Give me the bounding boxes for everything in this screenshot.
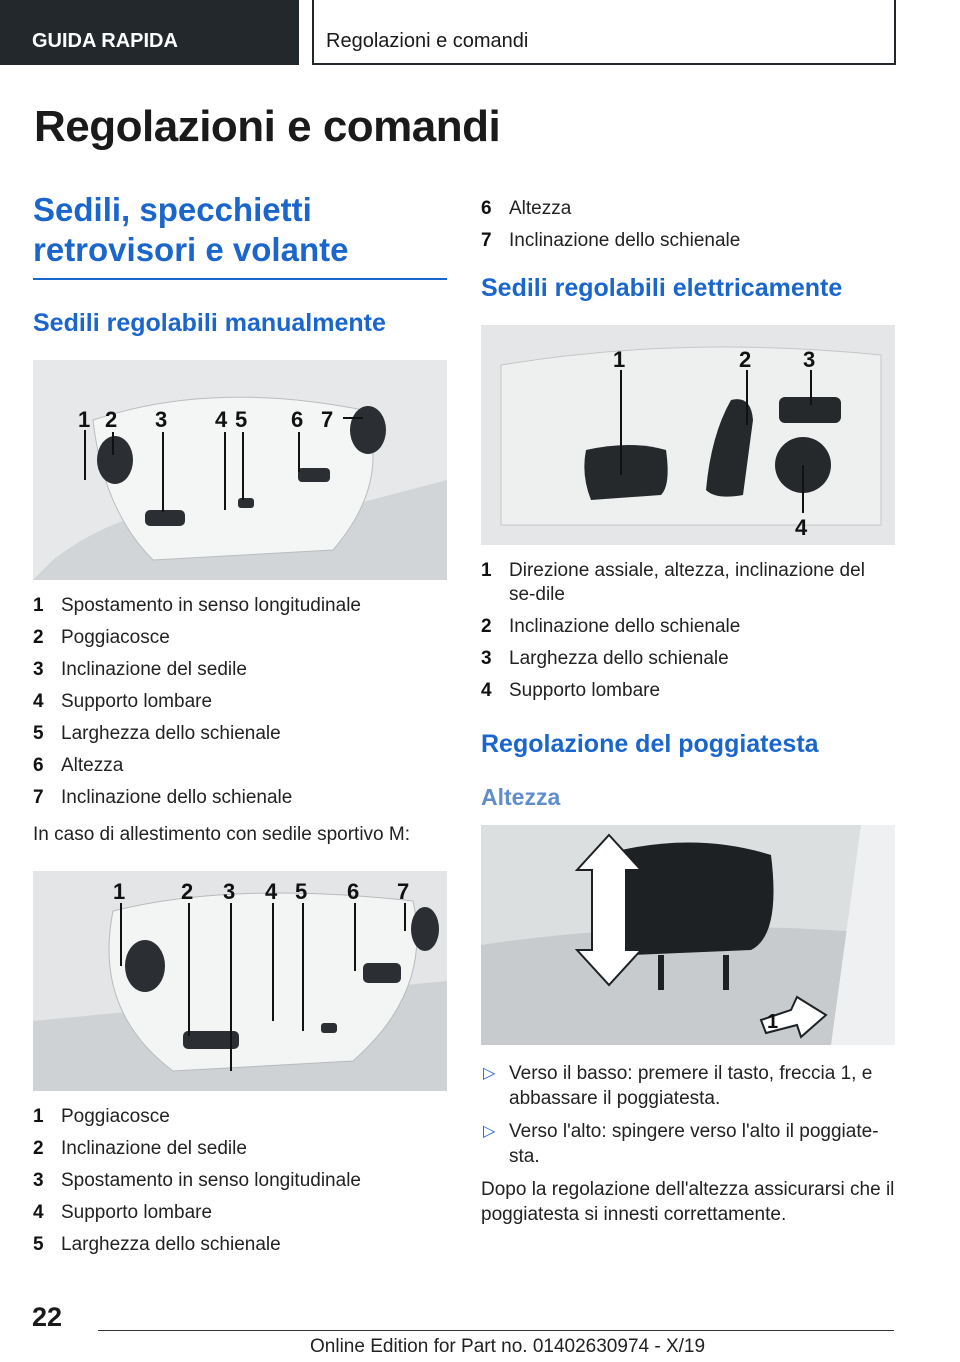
item-text: Inclinazione dello schienale [61, 787, 293, 808]
list-item [481, 229, 895, 253]
item-text: Inclinazione del sedile [61, 659, 247, 680]
list-item [481, 647, 895, 671]
left-column [33, 190, 447, 1265]
manual-seat-label-7: 7 [321, 407, 334, 432]
list-item [481, 1119, 895, 1169]
list-item [481, 679, 895, 703]
sport-seat-label-6: 6 [347, 879, 360, 904]
right-column [481, 197, 895, 1227]
list-item [33, 1201, 447, 1225]
manual-seat-label-6: 6 [291, 407, 304, 432]
item-number: 4 [481, 680, 492, 701]
footer-edition: Online Edition for Part no. 01402630974 - X/19 [310, 1336, 706, 1357]
heading-height: Altezza [481, 784, 561, 810]
electric-seat-label-4: 4 [795, 515, 808, 540]
manual-seat-label-1: 1 [78, 407, 91, 432]
item-number: 3 [33, 1170, 44, 1191]
item-number: 6 [33, 755, 44, 776]
item-text: Supporto lombare [61, 691, 213, 712]
item-text: Larghezza dello schienale [509, 648, 729, 669]
item-number: 1 [33, 595, 44, 616]
item-number: 3 [33, 659, 44, 680]
sport-seat-label-1: 1 [113, 879, 126, 904]
list-item [481, 559, 895, 607]
list-item [33, 1169, 447, 1193]
item-text: Inclinazione dello schienale [509, 616, 741, 637]
item-number: 1 [33, 1106, 44, 1127]
sport-seat-label-2: 2 [181, 879, 194, 904]
list-item [33, 754, 447, 778]
manual-seat-label-4: 4 [215, 407, 228, 432]
item-number: 2 [33, 1138, 44, 1159]
manual-seat-legend [33, 594, 447, 810]
header-chapter: Regolazioni e comandi [312, 0, 896, 65]
list-item [481, 1061, 895, 1111]
item-number: 7 [481, 230, 492, 251]
sport-seat-note: In caso di allestimento con sedile sportivo M: [33, 824, 411, 845]
headrest-height-image [481, 825, 895, 1045]
list-item [33, 722, 447, 746]
item-text: Spostamento in senso longitudinale [61, 1170, 361, 1191]
footer-divider [98, 1330, 894, 1331]
item-text: Poggiacosce [61, 1106, 170, 1127]
item-number: 2 [481, 616, 492, 637]
list-item [481, 197, 895, 221]
list-item [33, 690, 447, 714]
headrest-label-1: 1 [767, 1011, 779, 1033]
manual-seat-image [33, 360, 447, 580]
item-text: Direzione assiale, altezza, inclinazione del se-dile [509, 560, 865, 605]
item-text: Larghezza dello schienale [61, 1234, 281, 1255]
page-number: 22 [32, 1302, 63, 1332]
item-number: 2 [33, 627, 44, 648]
electric-seat-label-2: 2 [739, 347, 752, 372]
item-text: Inclinazione dello schienale [509, 230, 741, 251]
item-text: Altezza [61, 755, 124, 776]
manual-seat-label-3: 3 [155, 407, 168, 432]
electric-seat-controls-image [481, 325, 895, 545]
list-item [33, 1137, 447, 1161]
electric-seat-legend [481, 559, 895, 703]
sport-seat-legend [33, 1105, 447, 1257]
sport-seat-label-3: 3 [223, 879, 236, 904]
headrest-closing-note: Dopo la regolazione dell'altezza assicurarsi che il poggiatesta si innesti correttamente. [481, 1179, 895, 1225]
item-text: Verso l'alto: spingere verso l'alto il poggiate-sta. [509, 1121, 879, 1167]
manual-seat-label-2: 2 [105, 407, 118, 432]
item-number: 6 [481, 198, 492, 219]
list-item [33, 594, 447, 618]
item-number: 1 [481, 560, 492, 581]
item-number: 4 [33, 691, 44, 712]
item-text: Supporto lombare [61, 1202, 213, 1223]
heading-headrest-adjustment: Regolazione del poggiatesta [481, 730, 819, 758]
item-text: Spostamento in senso longitudinale [61, 595, 361, 616]
item-text: Altezza [509, 198, 572, 219]
item-number: 5 [33, 723, 44, 744]
electric-seat-label-3: 3 [803, 347, 816, 372]
heading-manual-seats: Sedili regolabili manualmente [33, 309, 386, 337]
list-item [33, 626, 447, 650]
page-title: Regolazioni e comandi [34, 102, 501, 151]
item-number: 3 [481, 648, 492, 669]
header-section: GUIDA RAPIDA [0, 0, 299, 65]
item-number: 7 [33, 787, 44, 808]
manual-seat-legend-continued [481, 197, 895, 253]
triangle-bullet-icon: ▷ [483, 1065, 496, 1082]
headrest-instructions [481, 1061, 895, 1169]
sport-seat-label-5: 5 [295, 879, 308, 904]
item-text: Supporto lombare [509, 680, 661, 701]
section-heading-seats-mirrors: Sedili, specchietti retrovisori e volante [33, 190, 447, 280]
heading-electric-seats: Sedili regolabili elettricamente [481, 274, 843, 302]
item-text: Poggiacosce [61, 627, 170, 648]
item-text: Larghezza dello schienale [61, 723, 281, 744]
list-item [33, 658, 447, 682]
item-number: 4 [33, 1202, 44, 1223]
list-item [33, 786, 447, 810]
list-item [33, 1233, 447, 1257]
sport-seat-label-7: 7 [397, 879, 410, 904]
list-item [33, 1105, 447, 1129]
electric-seat-label-1: 1 [613, 347, 626, 372]
triangle-bullet-icon: ▷ [483, 1123, 496, 1140]
item-number: 5 [33, 1234, 44, 1255]
item-text: Inclinazione del sedile [61, 1138, 247, 1159]
item-text: Verso il basso: premere il tasto, freccia 1, e abbassare il poggiatesta. [509, 1063, 873, 1109]
sport-seat-label-4: 4 [265, 879, 278, 904]
list-item [481, 615, 895, 639]
sport-seat-image [33, 871, 447, 1091]
manual-seat-label-5: 5 [235, 407, 248, 432]
